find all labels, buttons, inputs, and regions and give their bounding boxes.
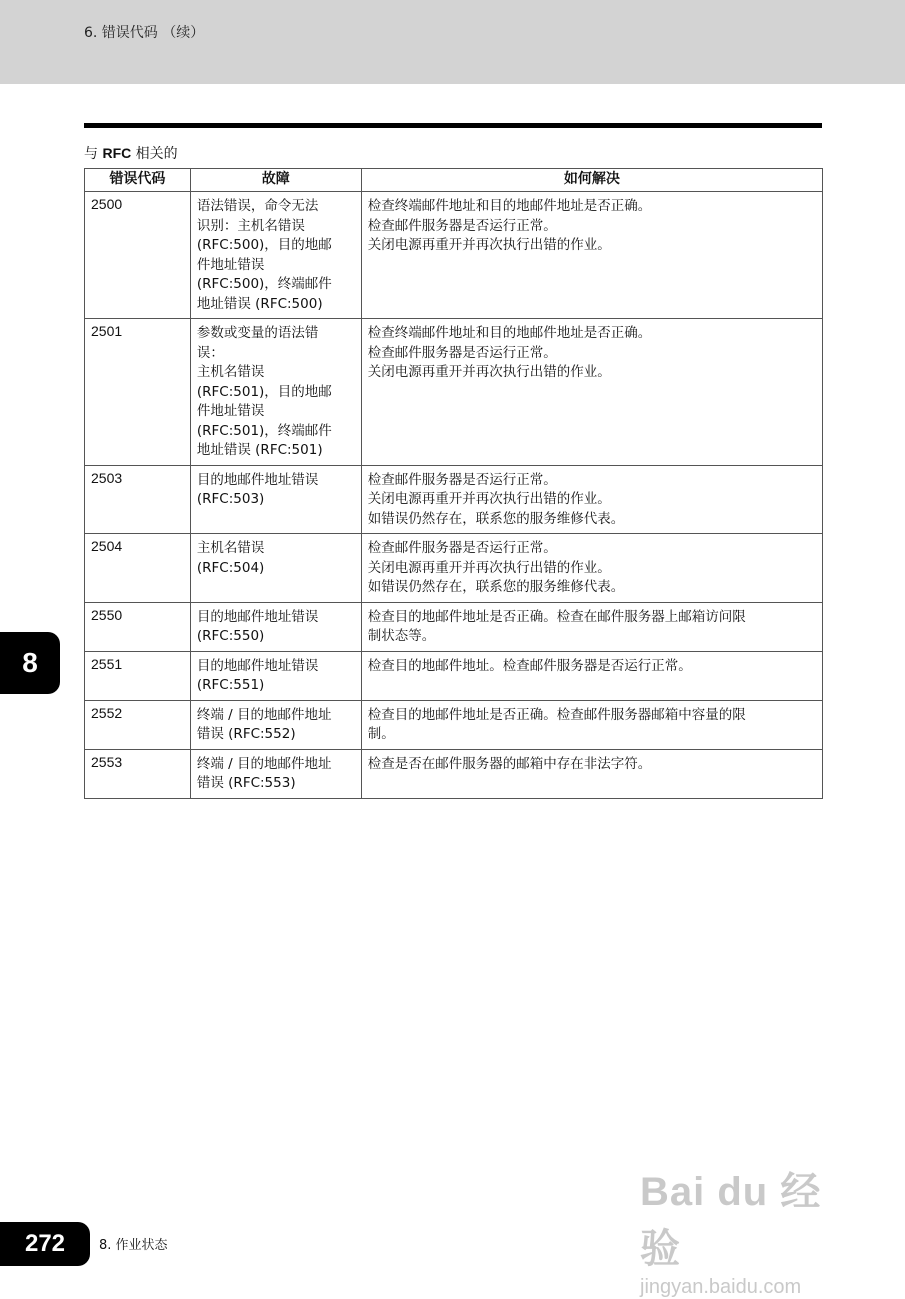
solution-cell — [361, 319, 822, 466]
solution-line: 检查邮件服务器是否运行正常。 — [367, 344, 557, 361]
table-row — [85, 602, 823, 651]
table-row — [85, 192, 823, 319]
error-code-cell: 2501 — [85, 319, 191, 466]
solution-line: 如错误仍然存在，联系您的服务维修代表。 — [367, 510, 625, 527]
fault-line: 件地址错误 — [196, 256, 265, 273]
fault-line: 目的地邮件地址错误 — [196, 608, 319, 625]
fault-line: 误： — [196, 344, 224, 361]
fault-line: 错误 (RFC:552) — [196, 726, 296, 742]
error-code-cell: 2551 — [85, 651, 191, 700]
error-code-cell: 2500 — [85, 192, 191, 319]
solution-cell — [361, 602, 822, 651]
fault-line: 目的地邮件地址错误 — [196, 657, 319, 674]
chapter-tab: 8 — [0, 632, 60, 694]
fault-line: 终端 / 目的地邮件地址 — [196, 706, 332, 723]
solution-line: 检查是否在邮件服务器的邮箱中存在非法字符。 — [367, 755, 652, 772]
running-header: 6. 错误代码 （续） — [84, 25, 205, 41]
solution-cell — [361, 651, 822, 700]
solution-cell — [361, 749, 822, 798]
fault-line: 目的地邮件地址错误 — [196, 471, 319, 488]
fault-cell — [190, 465, 361, 534]
fault-cell — [190, 651, 361, 700]
solution-line: 关闭电源再重开并再次执行出错的作业。 — [367, 364, 611, 380]
table-row — [85, 749, 823, 798]
table-header-row — [85, 169, 823, 192]
section-title-bold: RFC — [102, 145, 132, 161]
table-row — [85, 319, 823, 466]
section-rule — [84, 123, 822, 128]
fault-line: (RFC:504) — [196, 559, 265, 576]
watermark — [640, 1160, 860, 1298]
section-title-prefix: 与 — [84, 146, 103, 162]
fault-line: 识别：主机名错误 — [196, 217, 305, 234]
solution-cell — [361, 534, 822, 603]
solution-line: 检查终端邮件地址和目的地邮件地址是否正确。 — [367, 325, 652, 341]
solution-cell — [361, 465, 822, 534]
table-row — [85, 700, 823, 749]
fault-line: 语法错误，命令无法 — [196, 198, 319, 214]
fault-line: (RFC:550) — [196, 628, 265, 644]
fault-line: 错误 (RFC:553) — [196, 775, 296, 791]
footer-chapter: 8. 作业状态 — [99, 1238, 168, 1253]
solution-line: 检查邮件服务器是否运行正常。 — [367, 540, 557, 556]
header-band — [0, 0, 905, 84]
solution-line: 检查目的地邮件地址。检查邮件服务器是否运行正常。 — [367, 657, 692, 674]
error-code-cell: 2550 — [85, 602, 191, 651]
section-title — [84, 143, 178, 163]
solution-line: 检查终端邮件地址和目的地邮件地址是否正确。 — [367, 198, 652, 214]
error-code-cell: 2552 — [85, 700, 191, 749]
fault-line: (RFC:501)，终端邮件 — [196, 422, 332, 439]
column-header-solution: 如何解决 — [361, 169, 822, 192]
fault-line: 终端 / 目的地邮件地址 — [196, 755, 332, 772]
fault-line: 主机名错误 — [196, 364, 265, 380]
table-row — [85, 534, 823, 603]
watermark-logo: Bai du 经验 — [640, 1170, 822, 1271]
solution-line: 检查邮件服务器是否运行正常。 — [367, 217, 557, 234]
error-code-cell: 2504 — [85, 534, 191, 603]
fault-line: 地址错误 (RFC:500) — [196, 295, 323, 312]
fault-cell — [190, 700, 361, 749]
fault-line: (RFC:503) — [196, 491, 265, 507]
solution-line: 如错误仍然存在，联系您的服务维修代表。 — [367, 579, 625, 595]
solution-line: 检查邮件服务器是否运行正常。 — [367, 471, 557, 488]
fault-cell — [190, 602, 361, 651]
solution-line: 检查目的地邮件地址是否正确。检查在邮件服务器上邮箱访问限 — [367, 608, 746, 625]
solution-cell — [361, 700, 822, 749]
fault-cell — [190, 749, 361, 798]
fault-line: (RFC:551) — [196, 677, 265, 693]
table-row — [85, 465, 823, 534]
watermark-url: jingyan.baidu.com — [640, 1276, 802, 1298]
fault-cell — [190, 534, 361, 603]
solution-cell — [361, 192, 822, 319]
fault-cell — [190, 192, 361, 319]
solution-line: 关闭电源再重开并再次执行出错的作业。 — [367, 559, 611, 576]
solution-line: 关闭电源再重开并再次执行出错的作业。 — [367, 237, 611, 253]
fault-line: 件地址错误 — [196, 403, 265, 419]
table-body — [85, 192, 823, 799]
fault-line: (RFC:501)，目的地邮 — [196, 383, 332, 400]
fault-line: (RFC:500)，目的地邮 — [196, 237, 332, 253]
column-header-code: 错误代码 — [85, 169, 191, 192]
fault-line: 地址错误 (RFC:501) — [196, 442, 323, 458]
solution-line: 制。 — [367, 726, 395, 742]
table-row — [85, 651, 823, 700]
fault-cell — [190, 319, 361, 466]
page-number: 272 — [0, 1222, 90, 1266]
fault-line: 主机名错误 — [196, 540, 265, 556]
column-header-fault: 故障 — [190, 169, 361, 192]
section-title-suffix: 相关的 — [131, 146, 178, 162]
solution-line: 关闭电源再重开并再次执行出错的作业。 — [367, 491, 611, 507]
error-code-cell: 2553 — [85, 749, 191, 798]
error-code-table — [84, 168, 823, 799]
fault-line: (RFC:500)，终端邮件 — [196, 276, 332, 292]
solution-line: 制状态等。 — [367, 628, 436, 644]
fault-line: 参数或变量的语法错 — [196, 325, 319, 341]
error-code-cell: 2503 — [85, 465, 191, 534]
solution-line: 检查目的地邮件地址是否正确。检查邮件服务器邮箱中容量的限 — [367, 706, 746, 723]
